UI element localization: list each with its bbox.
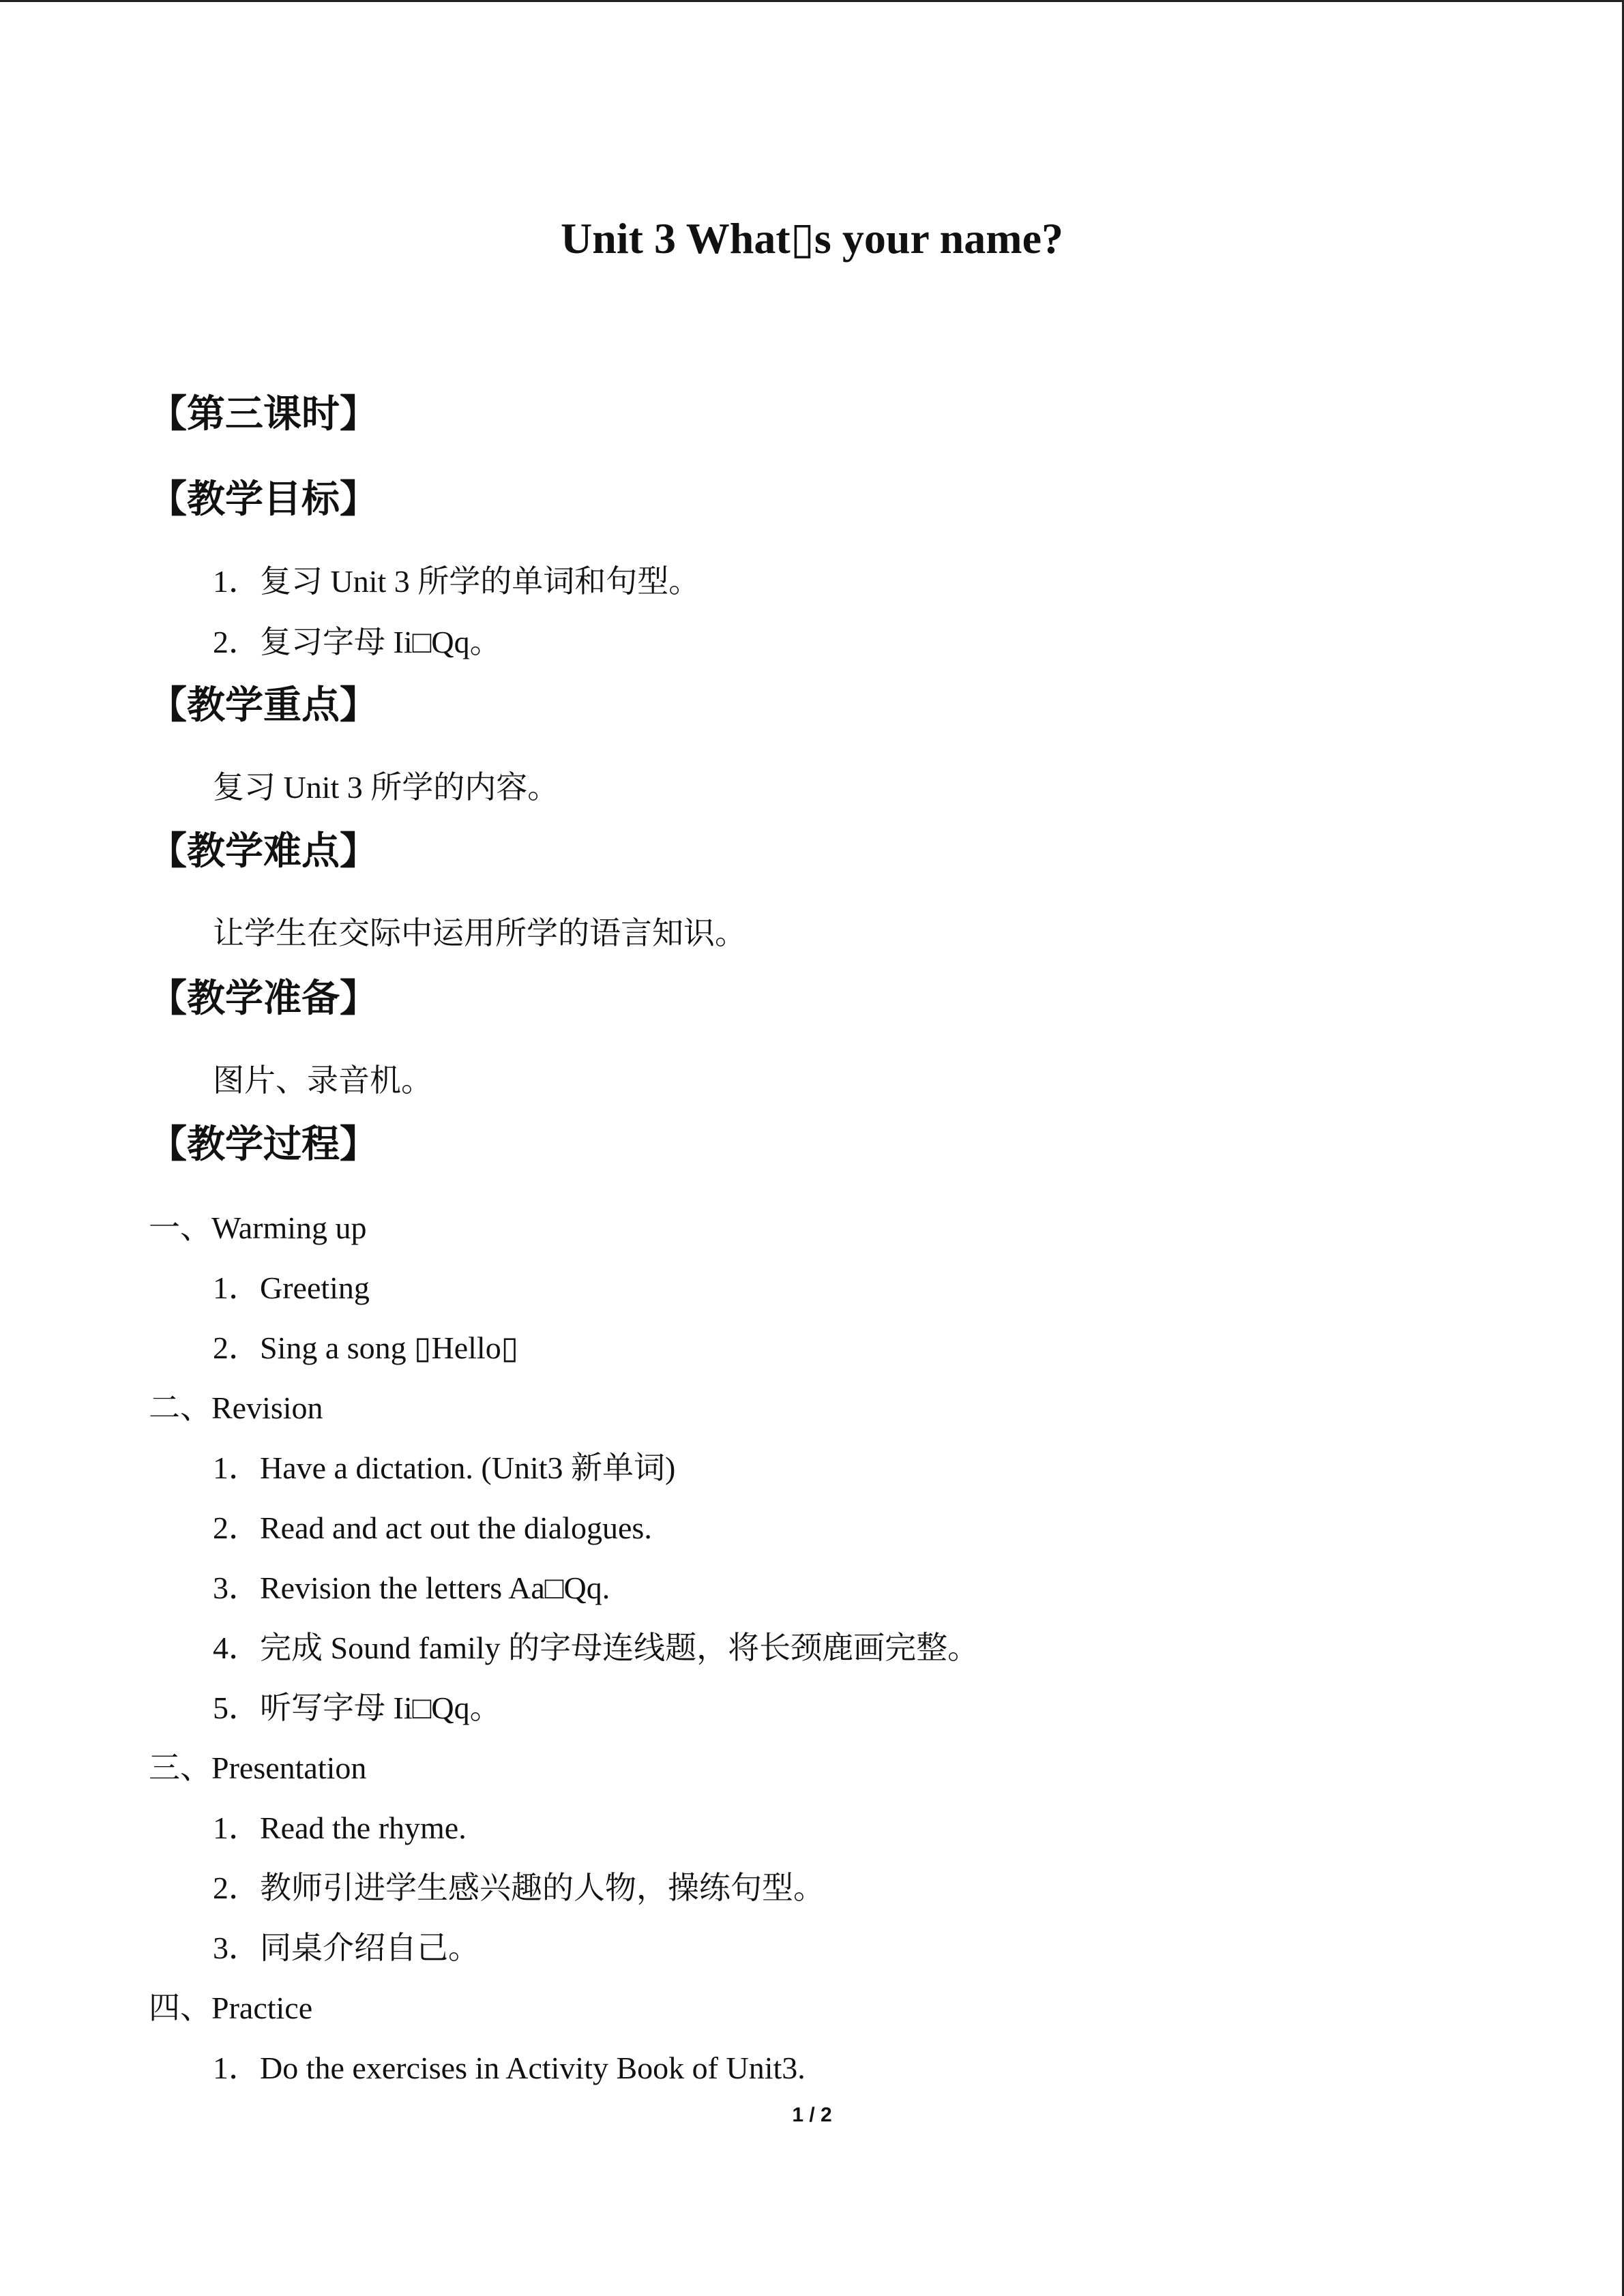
heading-preparation: 【教学准备】 <box>149 976 378 1021</box>
list-item: 3．Revision the letters Aa□Qq. <box>213 1570 610 1605</box>
difficulties-text: 让学生在交际中运用所学的语言知识。 <box>213 916 746 951</box>
preparation-text: 图片、录音机。 <box>213 1063 432 1098</box>
heading-process: 【教学过程】 <box>149 1122 378 1167</box>
list-item: 1．Have a dictation. (Unit3 新单词) <box>213 1450 676 1485</box>
section-practice: 四、Practice <box>149 1991 313 2025</box>
document-title: Unit 3 What▯s your name? <box>561 214 1063 263</box>
list-item: 2．教师引进学生感兴趣的人物，操练句型。 <box>213 1870 825 1905</box>
top-border <box>0 0 1624 2</box>
heading-lesson: 【第三课时】 <box>149 392 378 436</box>
list-item: 2．Read and act out the dialogues. <box>213 1510 652 1545</box>
list-item: 1．Greeting <box>213 1270 370 1305</box>
heading-key-points: 【教学重点】 <box>149 683 378 728</box>
objective-item: 2．复习字母 Ii□Qq。 <box>213 625 501 659</box>
list-item: 1．Read the rhyme. <box>213 1810 467 1845</box>
list-item: 1．Do the exercises in Activity Book of Unit3. <box>213 2051 806 2085</box>
heading-objectives: 【教学目标】 <box>149 477 378 522</box>
section-presentation: 三、Presentation <box>149 1750 367 1785</box>
list-item: 2．Sing a song ▯Hello▯ <box>213 1330 519 1365</box>
section-warming-up: 一、Warming up <box>149 1210 367 1245</box>
heading-difficulties: 【教学难点】 <box>149 829 378 874</box>
key-points-text: 复习 Unit 3 所学的内容。 <box>213 770 559 805</box>
list-item: 3．同桌介绍自己。 <box>213 1930 479 1965</box>
list-item: 4．完成 Sound family 的字母连线题，将长颈鹿画完整。 <box>213 1630 979 1665</box>
list-item: 5．听写字母 Ii□Qq。 <box>213 1690 501 1725</box>
objective-item: 1．复习 Unit 3 所学的单词和句型。 <box>213 564 700 599</box>
page-number: 1 / 2 <box>792 2104 832 2126</box>
section-revision: 二、Revision <box>149 1390 323 1425</box>
